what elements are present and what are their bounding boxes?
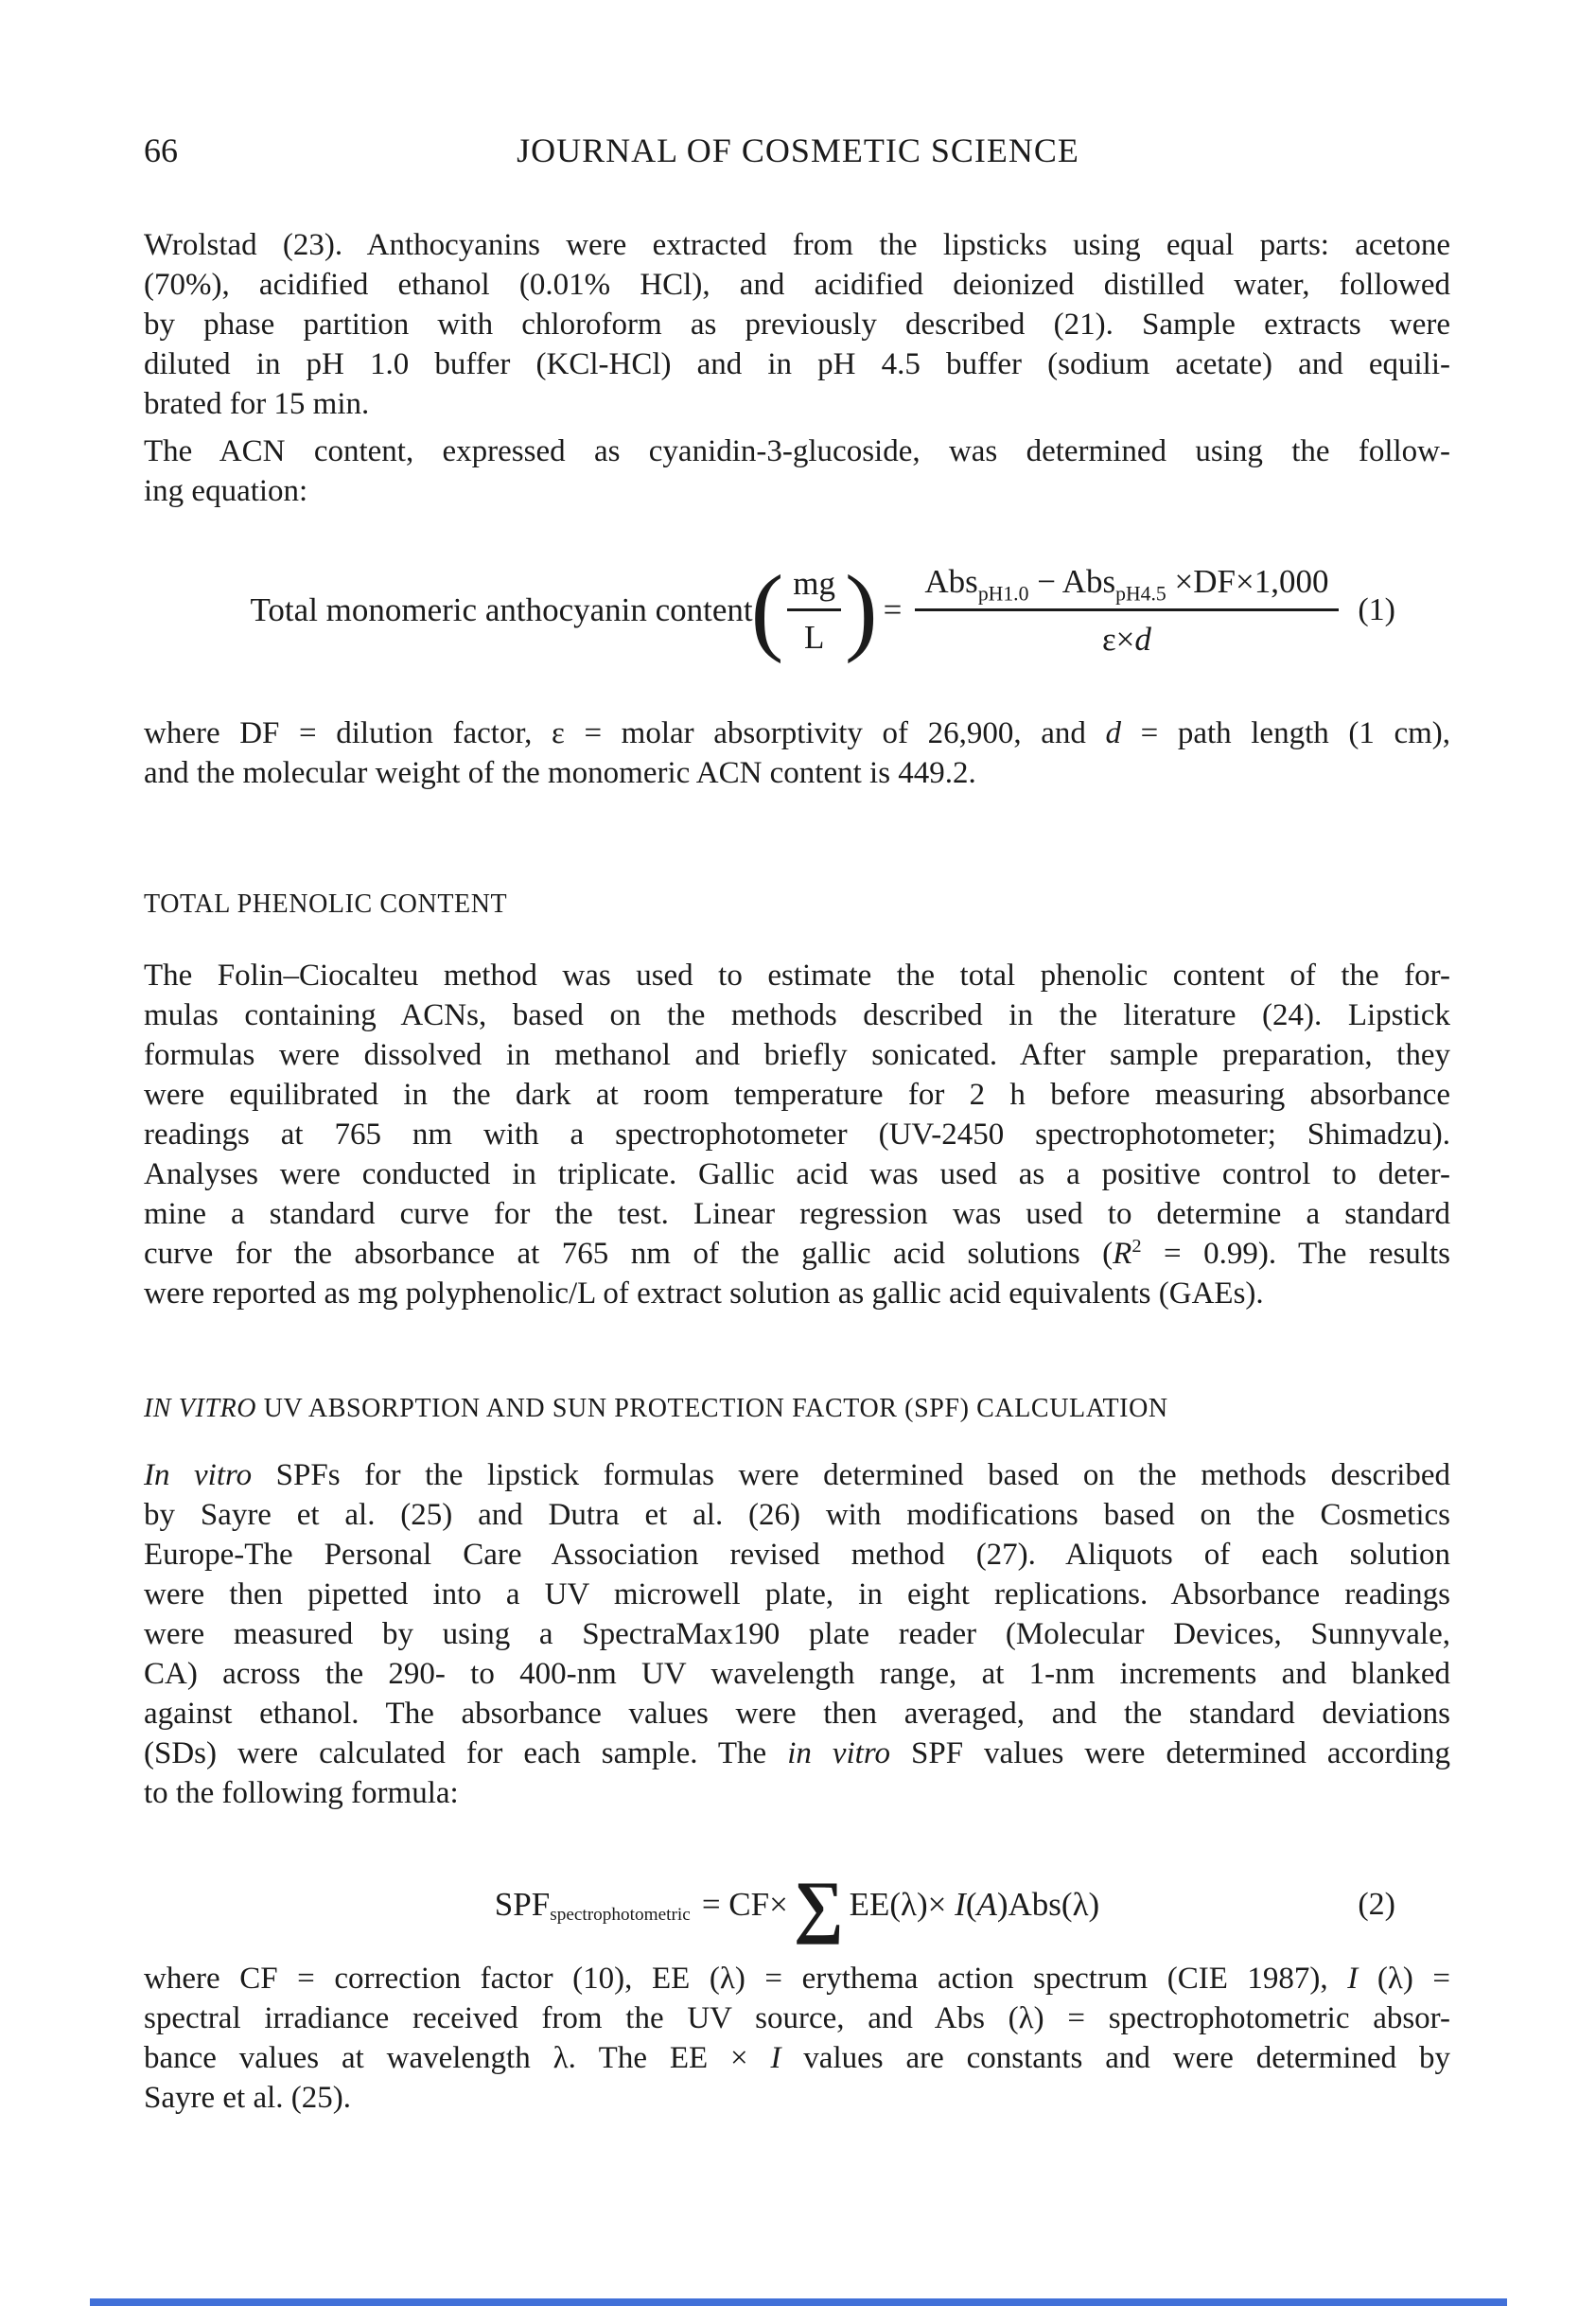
text-line: against ethanol. The absorbance values were then averaged, and the standard deviations bbox=[144, 1697, 1450, 1731]
equation-body bbox=[250, 554, 1344, 664]
equation-number: (1) bbox=[1358, 592, 1395, 627]
text-line: and the molecular weight of the monomeric ACN content is 449.2. bbox=[144, 756, 976, 790]
main-fraction bbox=[915, 563, 1338, 659]
paragraph-where-eq2 bbox=[144, 1959, 1450, 2118]
equation-body bbox=[494, 1868, 1100, 1946]
text-line: (70%), acidified ethanol (0.01% HCl), and acidified deionized distilled water, followed bbox=[144, 268, 1450, 302]
text-line: mulas containing ACNs, based on the methods described in the literature (24). Lipstick bbox=[144, 998, 1450, 1032]
text-line: spectral irradiance received from the UV source, and Abs (λ) = spectrophotometric absor- bbox=[144, 2001, 1450, 2035]
text-line: In vitro SPFs for the lipstick formulas were determined based on the methods described bbox=[144, 1458, 1451, 1492]
text-line: Europe-The Personal Care Association revised method (27). Aliquots of each solution bbox=[144, 1538, 1450, 1572]
text-line: were equilibrated in the dark at room temperature for 2 h before measuring absorbance bbox=[144, 1078, 1450, 1112]
right-paren: ) bbox=[845, 554, 878, 664]
text-line: where CF = correction factor (10), EE (λ) = erythema action spectrum (CIE 1987), I (λ) = bbox=[144, 1962, 1450, 1996]
text-line: where DF = dilution factor, ε = molar absorptivity of 26,900, and d = path length (1 cm), bbox=[144, 716, 1450, 750]
paragraph-acn-intro bbox=[144, 431, 1450, 511]
text-line: were measured by using a SpectraMax190 plate reader (Molecular Devices, Sunnyvale, bbox=[144, 1617, 1450, 1651]
unit-fraction bbox=[787, 565, 841, 657]
paragraph-phenolic bbox=[144, 956, 1450, 1313]
text-line: curve for the absorbance at 765 nm of the gallic acid solutions $(R^2 = 0.99)$. The results bbox=[144, 1236, 1450, 1271]
running-head bbox=[144, 131, 1452, 174]
unit-numerator: mg bbox=[787, 565, 841, 611]
text-line: were reported as mg polyphenolic/L of extract solution as gallic acid equivalents (GAEs). bbox=[144, 1276, 1264, 1311]
spf-symbol: SPF bbox=[494, 1886, 551, 1923]
text-line: by phase partition with chloroform as previously described (21). Sample extracts were bbox=[144, 308, 1450, 342]
bottom-accent-bar bbox=[90, 2298, 1507, 2306]
fraction-numerator: Abs$_{pH1.0}$ − Abs$_{pH4.5}$ ×DF×1,000 bbox=[915, 563, 1338, 611]
equals-cf: = CF× bbox=[701, 1886, 788, 1923]
paragraph-where-eq1 bbox=[144, 713, 1450, 793]
text-line: Wrolstad (23). Anthocyanins were extracted from the lipsticks using equal parts: acetone bbox=[144, 228, 1450, 262]
text-line: Sayre et al. (25). bbox=[144, 2081, 351, 2115]
text-line: formulas were dissolved in methanol and briefly sonicated. After sample preparation, they bbox=[144, 1038, 1450, 1072]
page-number: 66 bbox=[144, 132, 178, 169]
text-line: (SDs) were calculated for each sample. The in vitro SPF values were determined according bbox=[144, 1736, 1450, 1770]
text-line: diluted in pH 1.0 buffer (KCl-HCl) and in pH 4.5 buffer (sodium acetate) and equili- bbox=[144, 347, 1450, 381]
text-line: to the following formula: bbox=[144, 1776, 459, 1810]
equals-sign: = bbox=[883, 591, 903, 628]
text-line: were then pipetted into a UV microwell plate, in eight replications. Absorbance readings bbox=[144, 1577, 1450, 1611]
heading-total-phenolic-content: TOTAL PHENOLIC CONTENT bbox=[144, 889, 508, 919]
journal-title: JOURNAL OF COSMETIC SCIENCE bbox=[517, 132, 1079, 169]
text-line: Analyses were conducted in triplicate. Gallic acid was used as a positive control to deter- bbox=[144, 1157, 1450, 1191]
summation-icon: ∑ bbox=[793, 1868, 844, 1946]
spf-subscript: spectrophotometric bbox=[550, 1904, 691, 1925]
text-line: readings at 765 nm with a spectrophotometer (UV-2450 spectrophotometer; Shimadzu). bbox=[144, 1118, 1450, 1152]
text-line: The Folin–Ciocalteu method was used to estimate the total phenolic content of the for- bbox=[144, 959, 1450, 993]
text-line: CA) across the 290- to 400-nm UV wavelength range, at 1-nm increments and blanked bbox=[144, 1657, 1450, 1691]
heading-in-vitro-spf: IN VITRO UV ABSORPTION AND SUN PROTECTION FACTOR (SPF) CALCULATION bbox=[144, 1394, 1168, 1423]
text-line: bance values at wavelength λ. The EE × I values are constants and were determined by bbox=[144, 2041, 1450, 2075]
text-line: ing equation: bbox=[144, 474, 308, 508]
equation-spf bbox=[144, 1853, 1450, 1957]
equation-label: Total monomeric anthocyanin content bbox=[250, 591, 753, 628]
left-paren: ( bbox=[750, 554, 784, 664]
fraction-denominator: ε×d bbox=[1101, 620, 1151, 658]
equation-number: (2) bbox=[1358, 1887, 1395, 1922]
paragraph-extraction bbox=[144, 225, 1450, 424]
text-line: The ACN content, expressed as cyanidin-3-glucoside, was determined using the follow- bbox=[144, 434, 1450, 468]
text-line: by Sayre et al. (25) and Dutra et al. (26) with modifications based on the Cosmetics bbox=[144, 1498, 1450, 1532]
paragraph-spf-methods bbox=[144, 1455, 1450, 1813]
text-line: brated for 15 min. bbox=[144, 387, 370, 421]
unit-denominator: L bbox=[803, 618, 825, 656]
text-line: mine a standard curve for the test. Linear regression was used to determine a standard bbox=[144, 1197, 1450, 1231]
equation-terms: EE(λ)× I(A)Abs(λ) bbox=[849, 1886, 1100, 1923]
equation-anthocyanin-content bbox=[144, 535, 1450, 686]
